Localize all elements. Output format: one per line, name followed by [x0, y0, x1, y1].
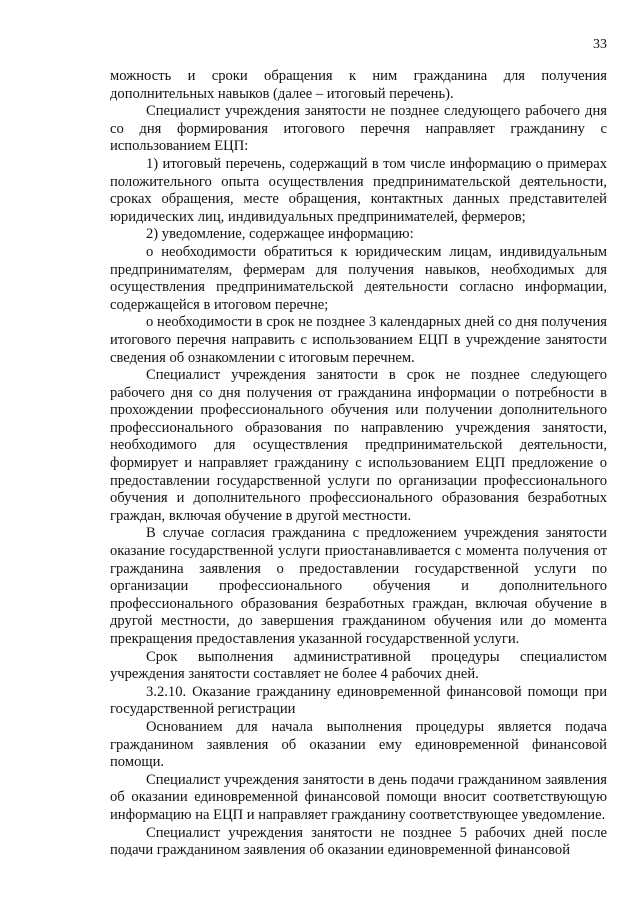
paragraph: о необходимости обратиться к юридическим лицам, индивидуальным предпринимателям, фермерам для получения навыков, необходимых для осуществления предпринимательской деятельности согласно информации, содержащейся в итоговом перечне; — [110, 243, 607, 313]
paragraph: Срок выполнения административной процедуры специалистом учреждения занятости составляет не более 4 рабочих дней. — [110, 648, 607, 683]
paragraph: Основанием для начала выполнения процедуры является подача гражданином заявления об оказании ему единовременной финансовой помощи. — [110, 718, 607, 771]
paragraph: В случае согласия гражданина с предложением учреждения занятости оказание государственной услуги приостанавливается с момента получения от гражданина заявления о предоставлении государственной услуги по организации профессионального обучения и дополнительного профессионального образования безработных граждан, включая обучение в другой местности, до завершения гражданином обучения или до момента прекращения предоставления указанной государственной услуги. — [110, 525, 607, 647]
list-item-1: 1) итоговый перечень, содержащий в том числе информацию о примерах положительного опыта осуществления предпринимательской деятельности, сроках обращения, месте обращения, контактных данных представителей юридических лиц, индивидуальных предпринимателей, фермеров; — [110, 155, 607, 225]
page-number: 33 — [593, 37, 607, 52]
document-body — [110, 68, 607, 860]
paragraph: Специалист учреждения занятости в день подачи гражданином заявления об оказании единовременной финансовой помощи вносит соответствующую информацию на ЕЦП и направляет гражданину соответствующее уведомление. — [110, 771, 607, 823]
paragraph-continuation: можность и сроки обращения к ним гражданина для получения дополнительных навыков (далее – итоговый перечень). — [110, 68, 607, 102]
paragraph: Специалист учреждения занятости не позднее следующего рабочего дня со дня формирования итогового перечня направляет гражданину с использованием ЕЦП: — [110, 103, 607, 155]
list-item-2: 2) уведомление, содержащее информацию: — [146, 226, 414, 243]
paragraph: Специалист учреждения занятости в срок не позднее следующего рабочего дня со дня получения от гражданина информации о потребности в прохождении профессионального обучения или получении дополнительного профессионального образования по направлению учреждения занятости, необходимого для осуществления предпринимательской деятельности, формирует и направляет гражданину с использованием ЕЦП предложение о предоставлении государственной услуги по организации профессионального обучения и дополнительного профессионального образования безработных граждан, включая обучение в другой местности. — [110, 367, 607, 524]
paragraph: о необходимости в срок не позднее 3 календарных дней со дня получения итогового перечня направить с использованием ЕЦП в учреждение занятости сведения об ознакомлении с итоговым перечнем. — [110, 314, 607, 366]
section-heading: 3.2.10. Оказание гражданину единовременной финансовой помощи при государственной регистрации — [110, 683, 607, 718]
paragraph: Специалист учреждения занятости не позднее 5 рабочих дней после подачи гражданином заявления об оказании единовременной финансовой — [110, 824, 607, 859]
